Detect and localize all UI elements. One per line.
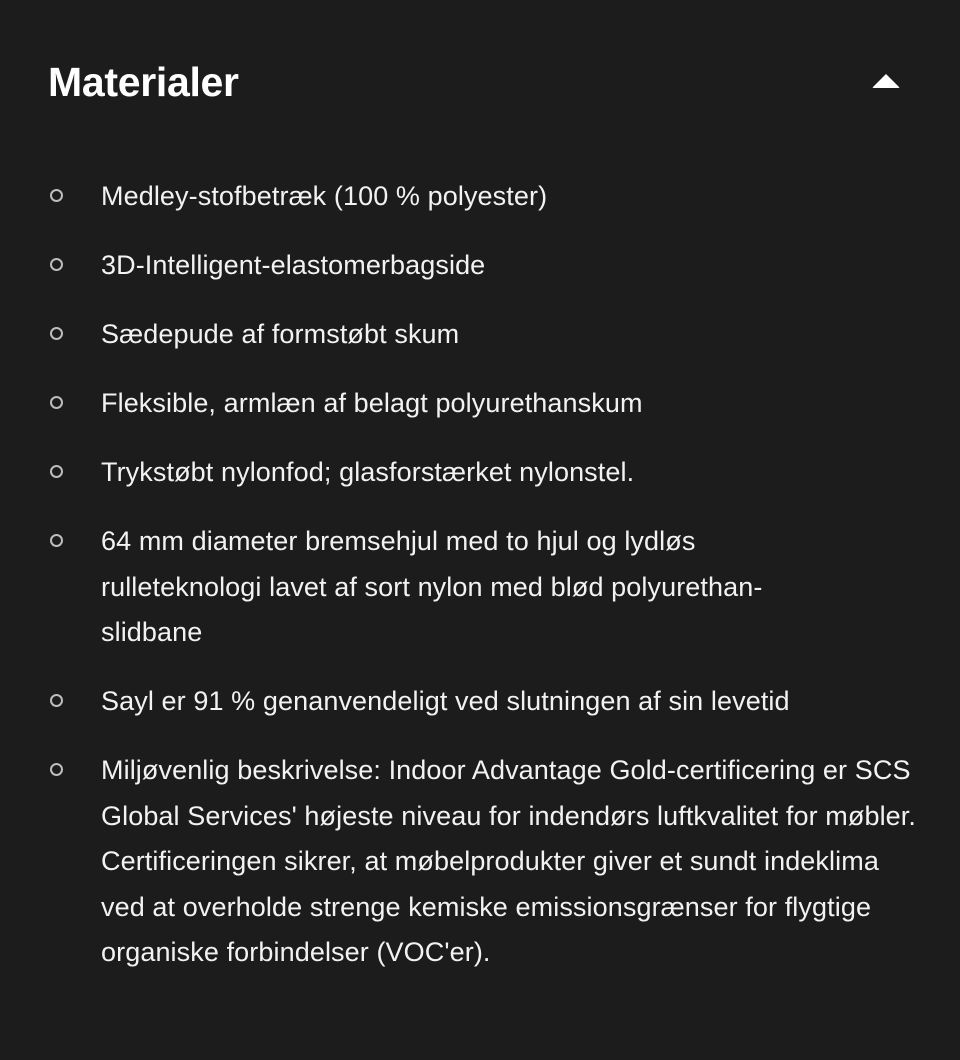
list-item-text: Trykstøbt nylonfod; glasforstærket nylonstel. bbox=[101, 457, 635, 487]
list-item-text: 64 mm diameter bremsehjul med to hjul og lydløs rulleteknologi lavet af sort nylon med blød polyurethan-slidbane bbox=[101, 526, 763, 647]
circle-bullet-icon bbox=[50, 534, 63, 547]
collapse-toggle-button[interactable] bbox=[860, 66, 912, 96]
section-title: Materialer bbox=[48, 59, 239, 105]
list-item-text: Fleksible, armlæn af belagt polyurethanskum bbox=[101, 388, 643, 418]
circle-bullet-icon bbox=[50, 763, 63, 776]
list-item bbox=[48, 381, 918, 427]
caret-up-icon bbox=[872, 74, 900, 88]
list-item bbox=[48, 519, 918, 656]
list-item bbox=[48, 748, 918, 976]
circle-bullet-icon bbox=[50, 189, 63, 202]
list-item bbox=[48, 174, 918, 220]
list-item-text: Miljøvenlig beskrivelse: Indoor Advantage Gold-certificering er SCS Global Services' højeste niveau for indendørs luftkvalitet for møbler. Certificeringen sikrer, at møbelprodukter giver et sundt indeklima ved at overholde strenge kemiske emissionsgrænser for flygtige organiske forbindelser (VOC'er). bbox=[101, 755, 916, 967]
list-item bbox=[48, 450, 918, 496]
list-item-text: 3D-Intelligent-elastomerbagside bbox=[101, 250, 486, 280]
circle-bullet-icon bbox=[50, 465, 63, 478]
accordion-header[interactable] bbox=[48, 56, 960, 108]
list-item-text: Sayl er 91 % genanvendeligt ved slutningen af sin levetid bbox=[101, 686, 790, 716]
circle-bullet-icon bbox=[50, 327, 63, 340]
materials-list bbox=[48, 174, 918, 999]
circle-bullet-icon bbox=[50, 258, 63, 271]
list-item bbox=[48, 243, 918, 289]
circle-bullet-icon bbox=[50, 396, 63, 409]
list-item-text: Sædepude af formstøbt skum bbox=[101, 319, 460, 349]
list-item bbox=[48, 679, 918, 725]
list-item-text: Medley-stofbetræk (100 % polyester) bbox=[101, 181, 548, 211]
circle-bullet-icon bbox=[50, 694, 63, 707]
list-item bbox=[48, 312, 918, 358]
